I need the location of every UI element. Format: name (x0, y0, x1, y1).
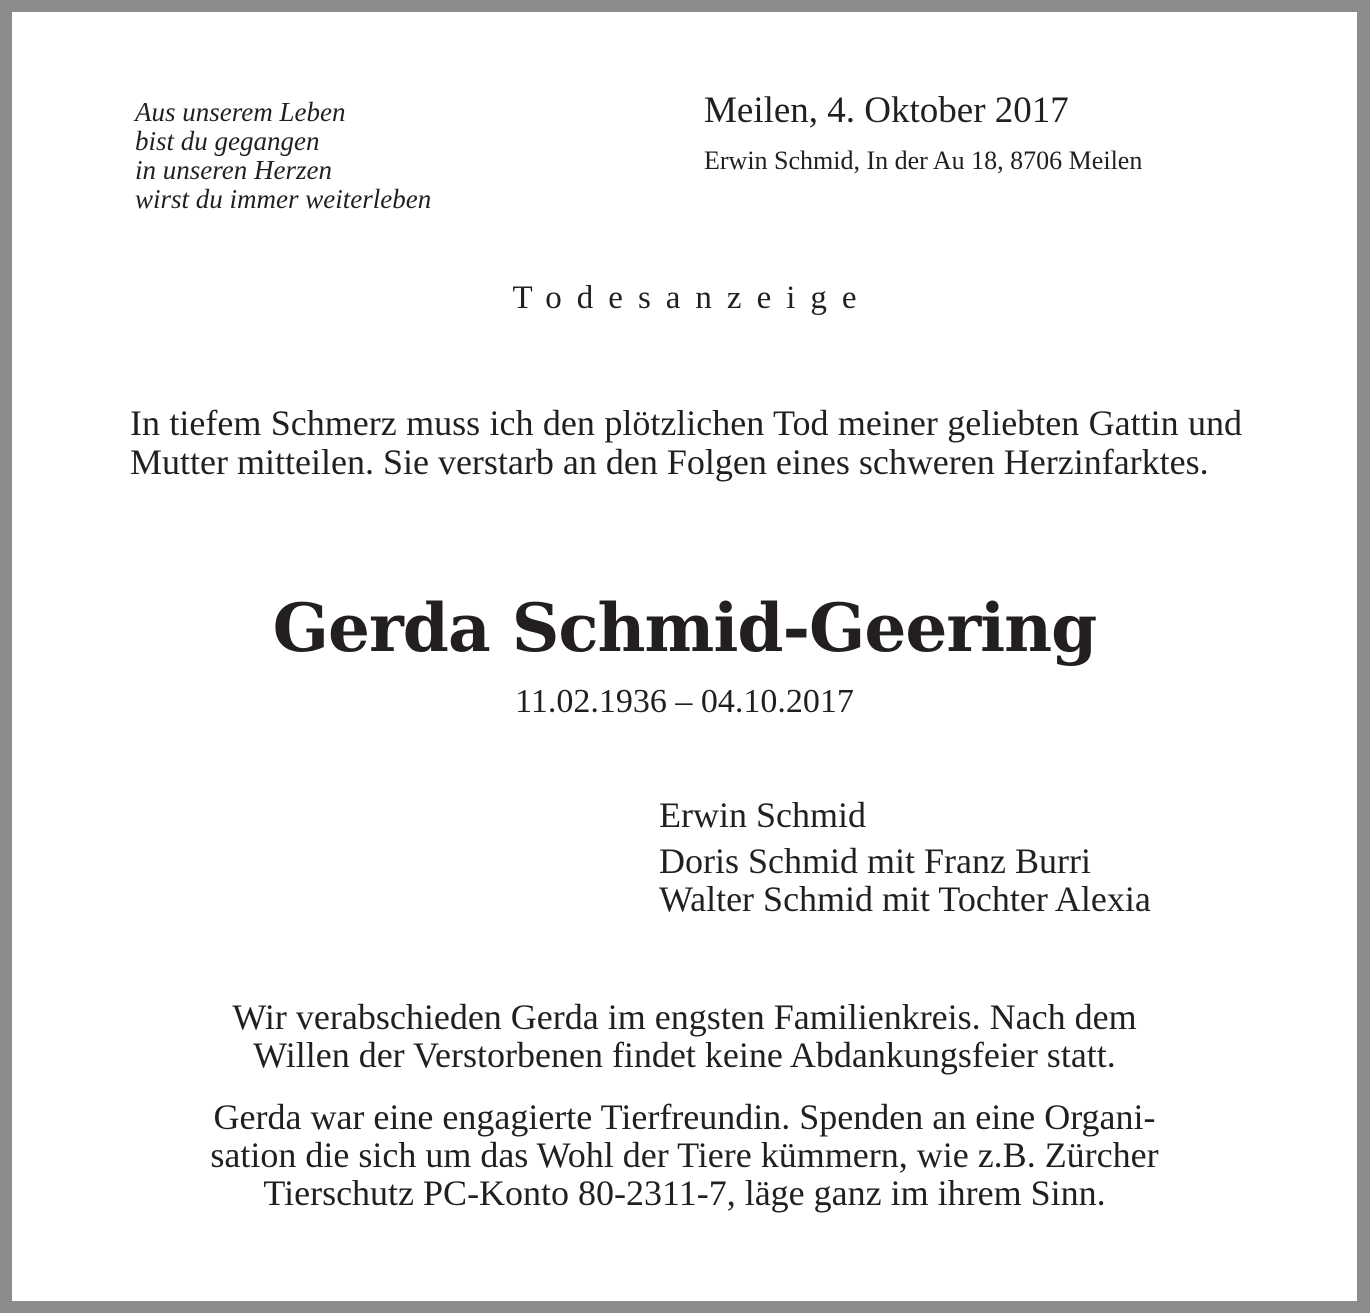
memorial-poem (135, 98, 431, 214)
poem-line: wirst du immer weiterleben (135, 184, 432, 214)
donation-line: Gerda war eine engagierte Tierfreundin. Spenden an eine Organi- (213, 1097, 1156, 1137)
sender-address: Erwin Schmid, In der Au 18, 8706 Meilen (704, 146, 1143, 175)
obituary-notice (12, 12, 1357, 1301)
intro-paragraph: In tiefem Schmerz muss ich den plötzlichen Tod meiner geliebten Gattin und Mutter mitteilen. Sie verstarb an den Folgen eines schweren Herzinfarktes. (130, 403, 1242, 482)
poem-line: Aus unserem Leben (135, 97, 346, 127)
donation-line: Tierschutz PC-Konto 80-2311-7, läge ganz im ihrem Sinn. (263, 1173, 1106, 1213)
mourner-name: Walter Schmid mit Tochter Alexia (659, 879, 1151, 919)
farewell-line: Willen der Verstorbenen findet keine Abdankungsfeier statt. (253, 1035, 1116, 1075)
life-dates: 11.02.1936 – 04.10.2017 (515, 683, 854, 720)
place-and-date: Meilen, 4. Oktober 2017 (704, 90, 1069, 131)
donation-line: sation die sich um das Wohl der Tiere kümmern, wie z.B. Zürcher (210, 1135, 1159, 1175)
mourner-name: Doris Schmid mit Franz Burri (659, 841, 1091, 881)
deceased-name: Gerda Schmid-Geering (272, 589, 1097, 667)
farewell-paragraph (12, 998, 1357, 1074)
mourner-name: Erwin Schmid (659, 795, 866, 835)
poem-line: bist du gegangen (135, 126, 320, 156)
notice-heading: Todesanzeige (512, 280, 872, 316)
poem-line: in unseren Herzen (135, 155, 332, 185)
mourners-list (659, 796, 1151, 918)
farewell-line: Wir verabschieden Gerda im engsten Familienkreis. Nach dem (232, 997, 1137, 1037)
donation-paragraph (12, 1098, 1357, 1212)
